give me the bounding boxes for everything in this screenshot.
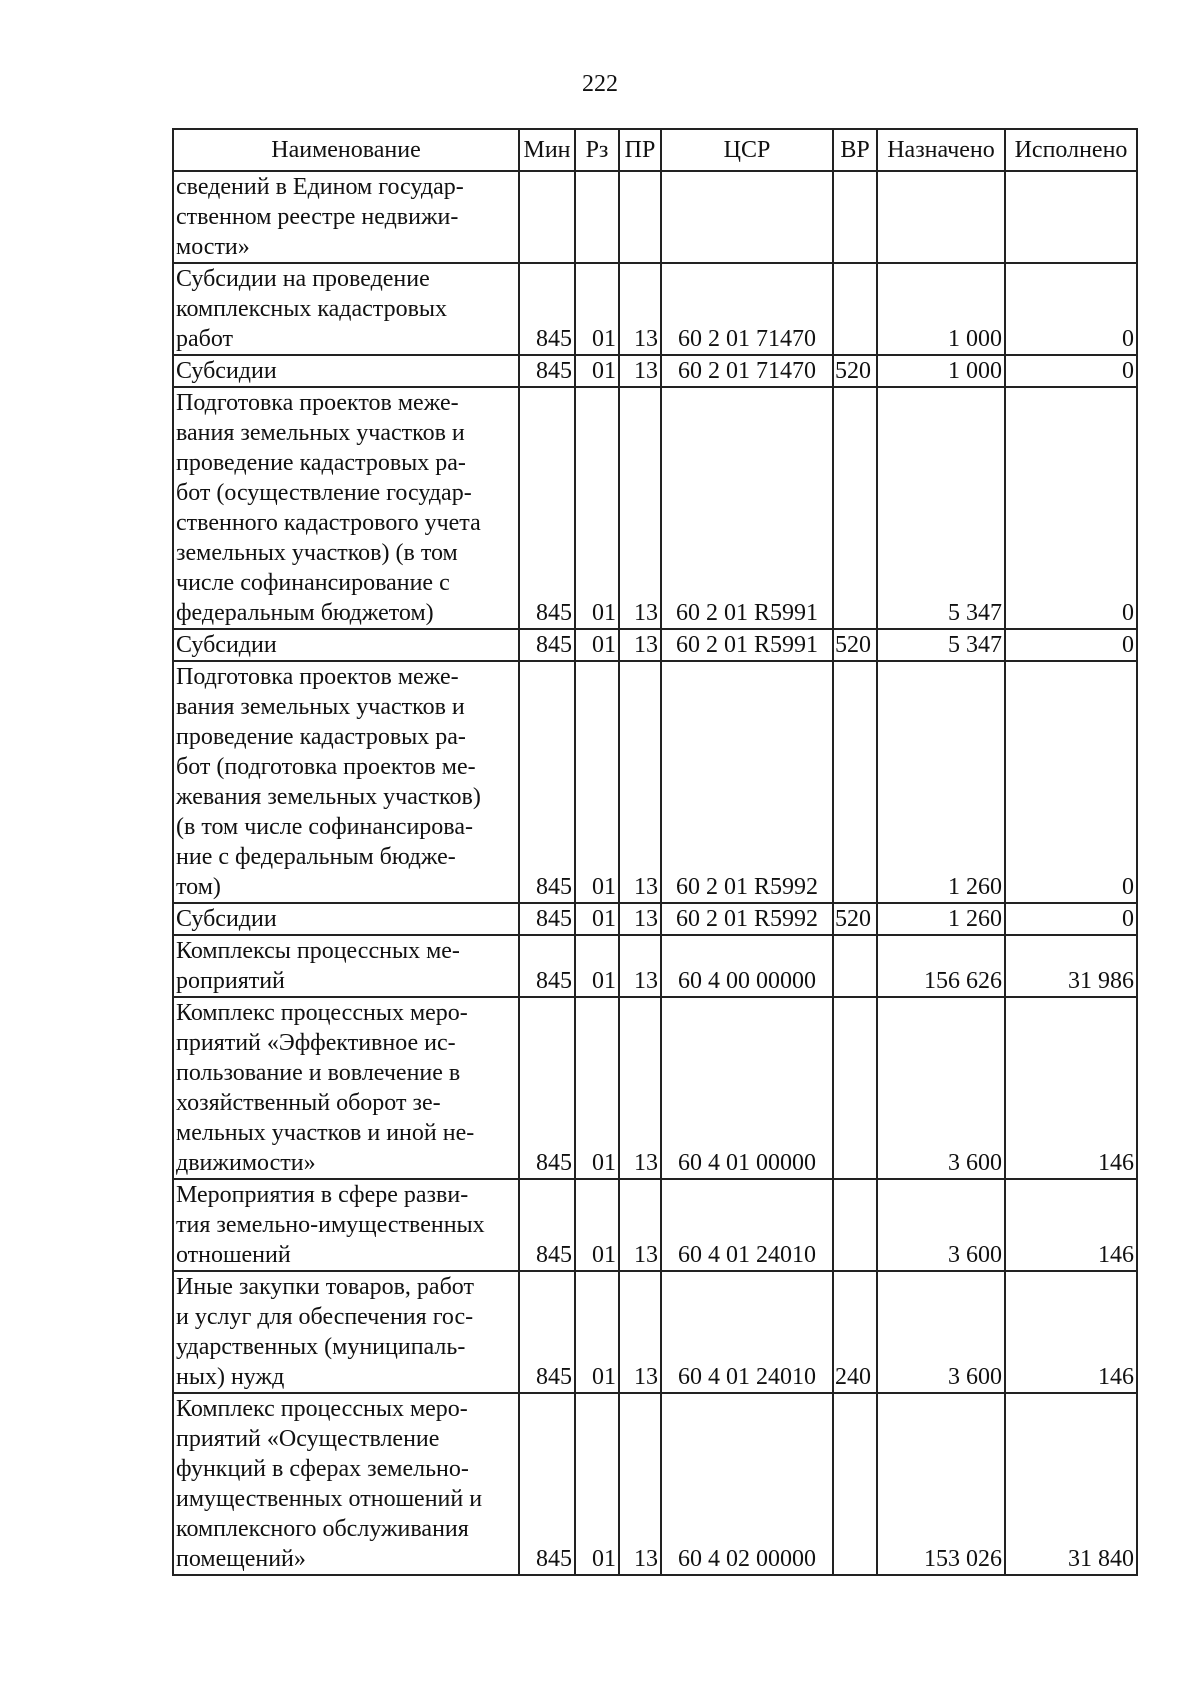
cell-min: 845 — [519, 997, 575, 1179]
cell-name: Подготовка проектов меже- вания земельных участков и проведение кадастровых ра- бот (осуществление государ- ственного кадастрового учета земельных участков) (в том числе софинансирование с федеральным бюджетом) — [173, 387, 519, 629]
cell-csr: 60 2 01 71470 — [661, 263, 833, 355]
cell-pr: 13 — [619, 263, 661, 355]
table-row — [173, 1179, 1137, 1271]
cell-assigned: 5 347 — [877, 629, 1005, 661]
header-rz: Рз — [575, 129, 619, 171]
cell-vr — [833, 997, 877, 1179]
cell-rz — [575, 171, 619, 263]
cell-assigned: 1 260 — [877, 903, 1005, 935]
cell-executed: 146 — [1005, 1179, 1137, 1271]
cell-rz: 01 — [575, 387, 619, 629]
header-row — [173, 129, 1137, 171]
cell-rz: 01 — [575, 903, 619, 935]
cell-executed: 31 840 — [1005, 1393, 1137, 1575]
cell-vr — [833, 171, 877, 263]
cell-csr: 60 4 02 00000 — [661, 1393, 833, 1575]
cell-assigned — [877, 171, 1005, 263]
cell-vr: 520 — [833, 629, 877, 661]
cell-min — [519, 171, 575, 263]
cell-name: Субсидии — [173, 355, 519, 387]
table-header — [173, 129, 1137, 171]
cell-csr: 60 4 01 00000 — [661, 997, 833, 1179]
table-row — [173, 903, 1137, 935]
cell-assigned: 1 260 — [877, 661, 1005, 903]
cell-csr: 60 2 01 R5991 — [661, 387, 833, 629]
cell-rz: 01 — [575, 1179, 619, 1271]
cell-name: Мероприятия в сфере разви- тия земельно-имущественных отношений — [173, 1179, 519, 1271]
cell-pr: 13 — [619, 1179, 661, 1271]
cell-name: Субсидии — [173, 629, 519, 661]
table-row — [173, 263, 1137, 355]
cell-assigned: 1 000 — [877, 263, 1005, 355]
cell-name: Иные закупки товаров, работ и услуг для обеспечения гос- ударственных (муниципаль- ных) нужд — [173, 1271, 519, 1393]
table-row — [173, 171, 1137, 263]
cell-rz: 01 — [575, 661, 619, 903]
cell-min: 845 — [519, 661, 575, 903]
cell-pr: 13 — [619, 355, 661, 387]
table-row — [173, 387, 1137, 629]
cell-csr — [661, 171, 833, 263]
cell-executed: 146 — [1005, 997, 1137, 1179]
cell-name: Комплекс процессных меро- приятий «Осуществление функций в сферах земельно- имущественных отношений и комплексного обслуживания помещений» — [173, 1393, 519, 1575]
cell-name: Субсидии — [173, 903, 519, 935]
cell-vr — [833, 263, 877, 355]
cell-pr — [619, 171, 661, 263]
cell-name: Подготовка проектов меже- вания земельных участков и проведение кадастровых ра- бот (подготовка проектов ме- жевания земельных участков) (в том числе софинансирова- ние с федеральным бюдже- том) — [173, 661, 519, 903]
cell-min: 845 — [519, 387, 575, 629]
cell-executed: 0 — [1005, 903, 1137, 935]
cell-vr — [833, 661, 877, 903]
cell-vr — [833, 1179, 877, 1271]
cell-pr: 13 — [619, 387, 661, 629]
cell-min: 845 — [519, 1393, 575, 1575]
cell-min: 845 — [519, 1271, 575, 1393]
cell-vr: 520 — [833, 903, 877, 935]
cell-name: Комплексы процессных ме- роприятий — [173, 935, 519, 997]
table-row — [173, 355, 1137, 387]
cell-csr: 60 2 01 71470 — [661, 355, 833, 387]
cell-min: 845 — [519, 903, 575, 935]
cell-assigned: 5 347 — [877, 387, 1005, 629]
table-row — [173, 935, 1137, 997]
cell-pr: 13 — [619, 903, 661, 935]
cell-assigned: 156 626 — [877, 935, 1005, 997]
cell-vr — [833, 1393, 877, 1575]
cell-executed: 0 — [1005, 355, 1137, 387]
cell-assigned: 3 600 — [877, 1271, 1005, 1393]
table-row — [173, 1271, 1137, 1393]
cell-min: 845 — [519, 1179, 575, 1271]
cell-rz: 01 — [575, 263, 619, 355]
cell-name: Субсидии на проведение комплексных кадастровых работ — [173, 263, 519, 355]
header-csr: ЦСР — [661, 129, 833, 171]
cell-assigned: 3 600 — [877, 1179, 1005, 1271]
cell-min: 845 — [519, 935, 575, 997]
cell-executed: 31 986 — [1005, 935, 1137, 997]
cell-assigned: 153 026 — [877, 1393, 1005, 1575]
header-name: Наименование — [173, 129, 519, 171]
table-row — [173, 997, 1137, 1179]
cell-vr — [833, 387, 877, 629]
cell-name: сведений в Едином государ- ственном реестре недвижи- мости» — [173, 171, 519, 263]
header-min: Мин — [519, 129, 575, 171]
header-vr: ВР — [833, 129, 877, 171]
cell-executed: 0 — [1005, 629, 1137, 661]
header-pr: ПР — [619, 129, 661, 171]
cell-executed: 146 — [1005, 1271, 1137, 1393]
cell-assigned: 3 600 — [877, 997, 1005, 1179]
cell-rz: 01 — [575, 935, 619, 997]
cell-vr — [833, 935, 877, 997]
cell-csr: 60 2 01 R5991 — [661, 629, 833, 661]
cell-pr: 13 — [619, 997, 661, 1179]
header-executed: Исполнено — [1005, 129, 1137, 171]
cell-rz: 01 — [575, 997, 619, 1179]
cell-csr: 60 4 00 00000 — [661, 935, 833, 997]
cell-csr: 60 4 01 24010 — [661, 1271, 833, 1393]
cell-rz: 01 — [575, 1271, 619, 1393]
cell-csr: 60 4 01 24010 — [661, 1179, 833, 1271]
cell-pr: 13 — [619, 1271, 661, 1393]
cell-csr: 60 2 01 R5992 — [661, 661, 833, 903]
table-body — [173, 171, 1137, 1575]
cell-pr: 13 — [619, 935, 661, 997]
cell-pr: 13 — [619, 1393, 661, 1575]
cell-executed: 0 — [1005, 387, 1137, 629]
cell-assigned: 1 000 — [877, 355, 1005, 387]
table-row — [173, 629, 1137, 661]
table-row — [173, 661, 1137, 903]
cell-rz: 01 — [575, 355, 619, 387]
page-number: 222 — [582, 71, 618, 97]
budget-table — [172, 128, 1138, 1576]
cell-rz: 01 — [575, 1393, 619, 1575]
header-assigned: Назначено — [877, 129, 1005, 171]
cell-min: 845 — [519, 263, 575, 355]
cell-vr: 520 — [833, 355, 877, 387]
cell-pr: 13 — [619, 629, 661, 661]
cell-min: 845 — [519, 355, 575, 387]
cell-executed: 0 — [1005, 661, 1137, 903]
cell-vr: 240 — [833, 1271, 877, 1393]
cell-pr: 13 — [619, 661, 661, 903]
cell-executed: 0 — [1005, 263, 1137, 355]
cell-csr: 60 2 01 R5992 — [661, 903, 833, 935]
table-row — [173, 1393, 1137, 1575]
cell-executed — [1005, 171, 1137, 263]
cell-name: Комплекс процессных меро- приятий «Эффективное ис- пользование и вовлечение в хозяйственный оборот зе- мельных участков и иной не- движимости» — [173, 997, 519, 1179]
cell-rz: 01 — [575, 629, 619, 661]
cell-min: 845 — [519, 629, 575, 661]
